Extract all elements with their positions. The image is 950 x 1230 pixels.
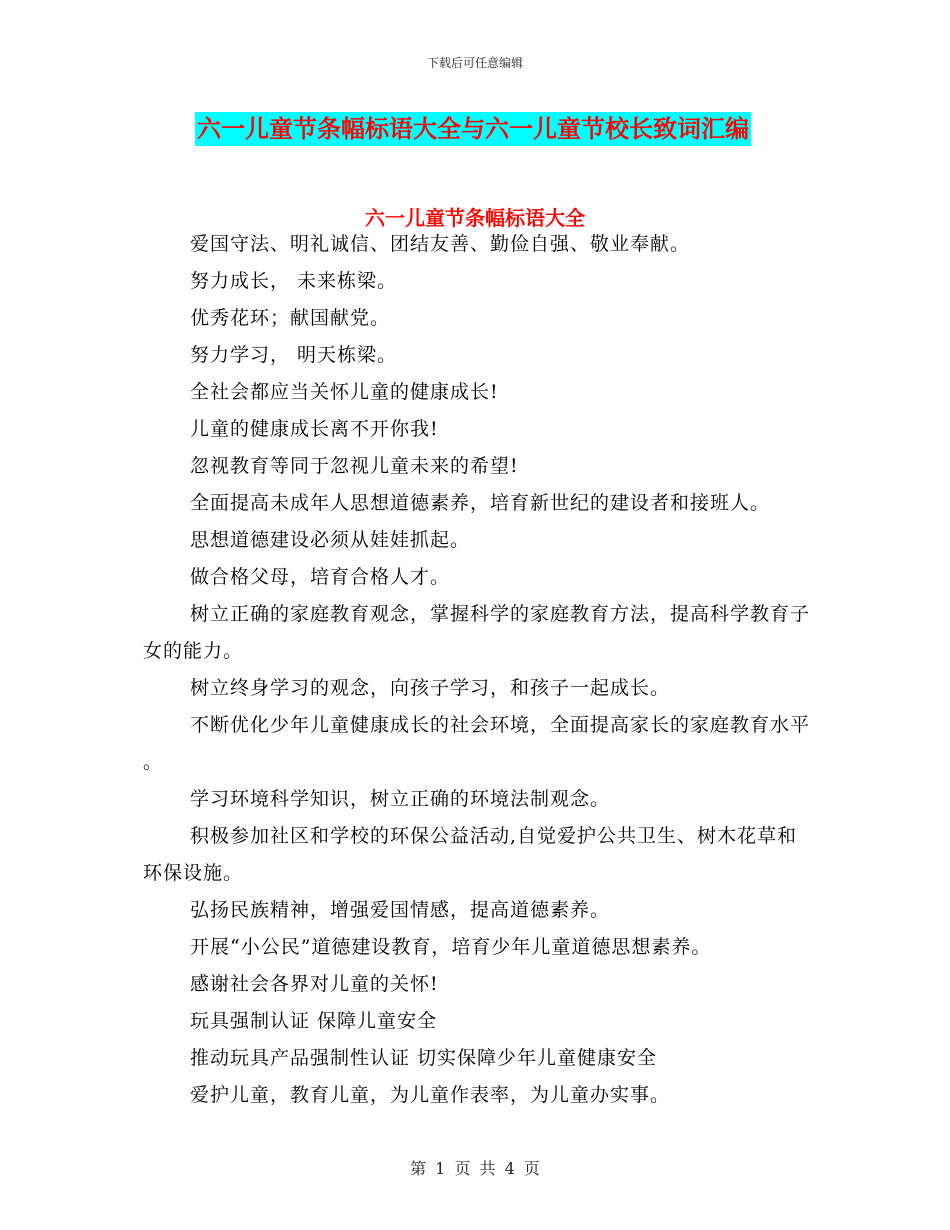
page-header-note: 下载后可任意编辑 xyxy=(426,56,523,70)
body-paragraph: 开展“小公民”道德建设教育，培育少年儿童道德思想素养。 xyxy=(190,936,712,958)
document-body xyxy=(143,226,815,1114)
body-paragraph: 做合格父母，培育合格人才。 xyxy=(190,566,451,588)
body-paragraph: 积极参加社区和学校的环保公益活动,自觉爱护公共卫生、树木花草和环保设施。 xyxy=(143,825,798,884)
body-paragraph: 玩具强制认证 保障儿童安全 xyxy=(190,1010,438,1032)
body-paragraph: 努力学习， 明天栋梁。 xyxy=(190,344,398,366)
body-paragraph: 优秀花环；献国献党。 xyxy=(190,307,391,329)
body-paragraph: 树立终身学习的观念，向孩子学习，和孩子一起成长。 xyxy=(190,677,671,699)
body-paragraph: 爱国守法、明礼诚信、团结友善、勤俭自强、敬业奉献。 xyxy=(190,233,691,255)
body-paragraph: 全面提高未成年人思想道德素养，培育新世纪的建设者和接班人。 xyxy=(190,492,771,514)
page-number-footer: 第 1 页 共 4 页 xyxy=(410,1159,540,1178)
body-paragraph: 儿童的健康成长离不开你我! xyxy=(190,418,439,440)
body-paragraph: 感谢社会各界对儿童的关怀! xyxy=(190,973,439,995)
section-title: 六一儿童节条幅标语大全 xyxy=(365,206,585,230)
body-paragraph: 学习环境科学知识，树立正确的环境法制观念。 xyxy=(190,788,611,810)
body-paragraph: 全社会都应当关怀儿童的健康成长! xyxy=(190,381,499,403)
body-paragraph: 不断优化少年儿童健康成长的社会环境，全面提高家长的家庭教育水平 。 xyxy=(143,714,811,773)
body-paragraph: 弘扬民族精神，增强爱国情感，提高道德素养。 xyxy=(190,899,611,921)
body-paragraph: 推动玩具产品强制性认证 切实保障少年儿童健康安全 xyxy=(190,1047,658,1069)
body-paragraph: 努力成长， 未来栋梁。 xyxy=(190,270,398,292)
body-paragraph: 树立正确的家庭教育观念，掌握科学的家庭教育方法，提高科学教育子女的能力。 xyxy=(143,603,811,662)
body-paragraph: 忽视教育等同于忽视儿童未来的希望! xyxy=(190,455,519,477)
body-paragraph: 思想道德建设必须从娃娃抓起。 xyxy=(190,529,471,551)
body-paragraph: 爱护儿童，教育儿童，为儿童作表率，为儿童办实事。 xyxy=(190,1084,671,1106)
document-title: 六一儿童节条幅标语大全与六一儿童节校长致词汇编 xyxy=(195,112,751,146)
